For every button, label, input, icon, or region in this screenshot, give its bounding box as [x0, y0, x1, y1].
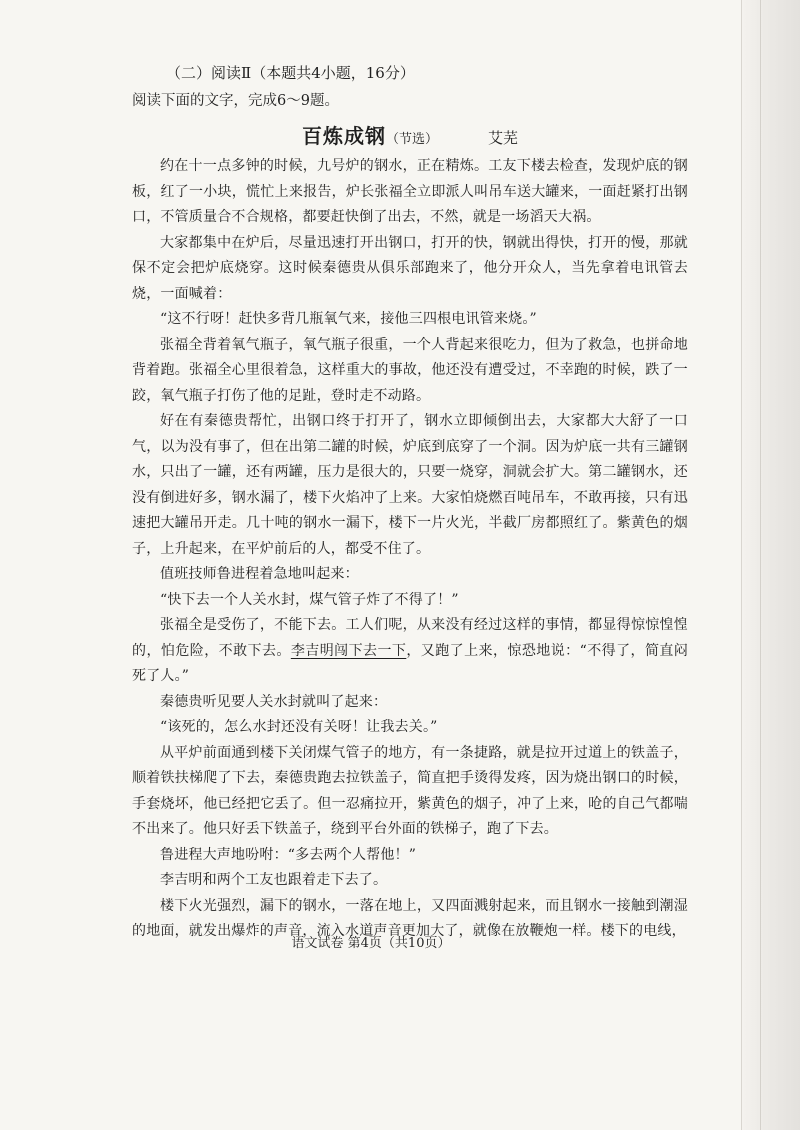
- page-footer: 语文试卷 第4页（共10页）: [291, 936, 451, 951]
- article-author: 艾芜: [488, 129, 519, 147]
- article-heading: [132, 120, 688, 148]
- article-excerpt-note: （节选）: [385, 132, 438, 147]
- paragraph: 鲁进程大声地吩咐：“多去两个人帮他！”: [160, 846, 417, 863]
- paragraph: 李吉明和两个工友也跟着走下去了。: [160, 872, 388, 888]
- paragraph: 约在十一点多钟的时候，九号炉的钢水，正在精炼。工友下楼去检查，发现炉底的钢板，红了一小块，慌忙上来报告，炉长张福全立即派人叫吊车送大罐来，一面赶紧打出钢口，不管质量合不合规格，都要赶快倒了出去，不然，就是一场滔天大祸。: [132, 158, 688, 225]
- paragraph-text: 张福全是受伤了，不能下去。工人们呢，从来没有经过这样的事情，都显得惊惊惶惶的，怕危险，不敢下去。: [132, 617, 688, 659]
- paragraph: 秦德贵听见要人关水封就叫了起来：: [160, 693, 388, 710]
- page-content: [132, 62, 688, 945]
- paragraph: 值班技师鲁进程着急地叫起来：: [160, 566, 359, 582]
- section-title: （二）阅读Ⅱ（本题共4小题，16分）: [166, 64, 415, 82]
- paragraph: [132, 613, 688, 690]
- paragraph: 从平炉前面通到楼下关闭煤气管子的地方，有一条捷路，就是拉开过道上的铁盖子，顺着铁扶梯爬了下去，秦德贵跑去拉铁盖子，简直把手烫得发疼，因为烧出钢口的时候，手套烧坏，他已经把它丢了。但一忍痛拉开，紫黄色的烟子，冲了上来，呛的自己气都喘不出来了。他只好丢下铁盖子，绕到平台外面的铁梯子，跑了下去。: [132, 744, 688, 837]
- underlined-sentence: 李吉明闯下去一下: [290, 642, 407, 659]
- paragraph: “该死的，怎么水封还没有关呀！让我去关。”: [160, 719, 438, 735]
- scanner-edge: [741, 0, 800, 1130]
- paragraph: 楼下火光强烈，漏下的钢水，一落在地上，又四面溅射起来，而且钢水一接触到潮湿的地面，就发出爆炸的声音，流入水道声音更加大了，就像在放鞭炮一样。楼下的电线，: [132, 897, 688, 939]
- paragraph: 大家都集中在炉后，尽量迅速打开出钢口，打开的快，钢就出得快，打开的慢，那就保不定会把炉底烧穿。这时候秦德贵从俱乐部跑来了，他分开众人，当先拿着电讯管去烧，一面喊着：: [132, 234, 688, 302]
- paragraph-text: ，又跑了上来，惊恐地说：“不得了，简直闷死了人。”: [132, 642, 689, 684]
- paragraph: “这不行呀！赶快多背几瓶氧气来，接他三四根电讯管来烧。”: [160, 311, 537, 327]
- paragraph: “快下去一个人关水封，煤气管子炸了不得了！”: [160, 591, 459, 608]
- paragraph: 好在有秦德贵帮忙，出钢口终于打开了，钢水立即倾倒出去，大家都大大舒了一口气，以为没有事了，但在出第二罐的时候，炉底到底穿了一个洞。因为炉底一共有三罐钢水，只出了一罐，还有两罐，压力是很大的，只要一烧穿，洞就会扩大。第二罐钢水，还没有倒进好多，钢水漏了，楼下火焰冲了上来。大家怕烧燃百吨吊车，不敢再接，只有迅速把大罐吊开走。几十吨的钢水一漏下，楼下一片火光，半截厂房都照红了。紫黄色的烟子，上升起来，在平炉前后的人，都受不住了。: [132, 413, 688, 557]
- paragraph: 张福全背着氧气瓶子，氧气瓶子很重，一个人背起来很吃力，但为了救急，也拼命地背着跑。张福全心里很着急，这样重大的事故，他还没有遭受过，不幸跑的时候，跌了一跤，氧气瓶子打伤了他的足趾，登时走不动路。: [132, 336, 688, 404]
- reading-instruction: 阅读下面的文字，完成6～9题。: [132, 93, 339, 109]
- article-title: 百炼成钢: [301, 124, 386, 148]
